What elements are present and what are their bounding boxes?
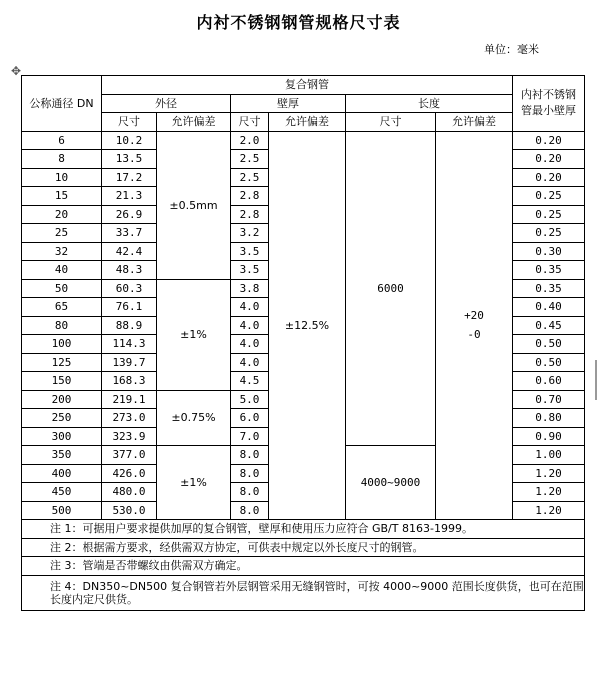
cell-od-size: 76.1 — [102, 298, 157, 317]
cell-wall-tolerance: ±12.5% — [269, 131, 346, 520]
table-row — [22, 131, 585, 150]
cell-dn: 10 — [22, 168, 102, 187]
cell-dn: 80 — [22, 316, 102, 335]
unit-label: 单位：毫米 — [484, 43, 539, 56]
cell-min-wall: 0.20 — [513, 150, 585, 169]
cell-wall-size: 6.0 — [231, 409, 269, 428]
cell-od-tolerance: ±0.75% — [157, 390, 231, 446]
cell-dn: 20 — [22, 205, 102, 224]
header-wall-size: 尺寸 — [231, 113, 269, 132]
note-text: 注 3：管端是否带螺纹由供需双方确定。 — [22, 557, 585, 576]
cell-wall-size: 4.0 — [231, 298, 269, 317]
cell-min-wall: 0.45 — [513, 316, 585, 335]
header-od-size: 尺寸 — [102, 113, 157, 132]
note-row — [22, 575, 585, 610]
cell-length-tolerance — [436, 131, 513, 520]
cell-wall-size: 8.0 — [231, 464, 269, 483]
page-title: 内衬不锈钢钢管规格尺寸表 — [196, 13, 401, 32]
cell-wall-size: 5.0 — [231, 390, 269, 409]
cell-dn: 350 — [22, 446, 102, 465]
cell-min-wall: 0.90 — [513, 427, 585, 446]
cell-wall-size: 2.8 — [231, 205, 269, 224]
cell-wall-size: 2.5 — [231, 150, 269, 169]
cell-wall-size: 2.0 — [231, 131, 269, 150]
header-composite: 复合钢管 — [102, 76, 513, 95]
header-wall: 壁厚 — [231, 94, 346, 113]
cell-min-wall: 0.25 — [513, 187, 585, 206]
cell-wall-size: 3.5 — [231, 261, 269, 280]
cell-wall-size: 4.0 — [231, 353, 269, 372]
cell-wall-size: 3.8 — [231, 279, 269, 298]
cell-min-wall: 0.40 — [513, 298, 585, 317]
cell-od-size: 42.4 — [102, 242, 157, 261]
cell-wall-size: 4.0 — [231, 335, 269, 354]
cell-min-wall: 0.60 — [513, 372, 585, 391]
cell-dn: 40 — [22, 261, 102, 280]
cell-od-size: 13.5 — [102, 150, 157, 169]
cell-od-size: 219.1 — [102, 390, 157, 409]
cell-od-size: 10.2 — [102, 131, 157, 150]
cell-dn: 6 — [22, 131, 102, 150]
cell-od-size: 33.7 — [102, 224, 157, 243]
cell-dn: 250 — [22, 409, 102, 428]
cell-dn: 450 — [22, 483, 102, 502]
note-text: 注 4：DN350~DN500 复合钢管若外层钢管采用无缝钢管时，可按 4000~9000 范围长度供货，也可在范围长度内定尺供货。 — [22, 575, 585, 610]
cell-dn: 125 — [22, 353, 102, 372]
cell-od-size: 60.3 — [102, 279, 157, 298]
cell-od-size: 114.3 — [102, 335, 157, 354]
cell-dn: 200 — [22, 390, 102, 409]
note-row — [22, 557, 585, 576]
length-tolerance-minus: -0 — [467, 328, 481, 342]
cell-min-wall: 0.50 — [513, 353, 585, 372]
cell-od-size: 21.3 — [102, 187, 157, 206]
note-row — [22, 520, 585, 539]
cell-od-tolerance: ±0.5mm — [157, 131, 231, 279]
cell-dn: 15 — [22, 187, 102, 206]
cell-min-wall: 0.25 — [513, 224, 585, 243]
length-tolerance-plus: +20 — [464, 309, 484, 323]
note-row — [22, 538, 585, 557]
cell-dn: 150 — [22, 372, 102, 391]
cell-min-wall: 1.20 — [513, 464, 585, 483]
cell-min-wall: 1.20 — [513, 483, 585, 502]
cell-wall-size: 7.0 — [231, 427, 269, 446]
cell-wall-size: 3.5 — [231, 242, 269, 261]
cell-od-size: 139.7 — [102, 353, 157, 372]
cell-od-size: 17.2 — [102, 168, 157, 187]
note-text: 注 1：可据用户要求提供加厚的复合钢管，壁厚和使用压力应符合 GB/T 8163-1999。 — [22, 520, 585, 539]
cell-dn: 65 — [22, 298, 102, 317]
cell-min-wall: 0.80 — [513, 409, 585, 428]
cell-min-wall: 0.50 — [513, 335, 585, 354]
cell-wall-size: 8.0 — [231, 446, 269, 465]
header-wall-tolerance: 允许偏差 — [269, 113, 346, 132]
cell-dn: 300 — [22, 427, 102, 446]
cell-wall-size: 2.5 — [231, 168, 269, 187]
cell-wall-size: 4.0 — [231, 316, 269, 335]
cell-min-wall: 1.20 — [513, 501, 585, 520]
cell-min-wall: 0.70 — [513, 390, 585, 409]
cell-min-wall: 0.20 — [513, 131, 585, 150]
cell-od-size: 48.3 — [102, 261, 157, 280]
cell-od-size: 480.0 — [102, 483, 157, 502]
cell-od-size: 377.0 — [102, 446, 157, 465]
cell-min-wall: 0.30 — [513, 242, 585, 261]
cell-od-size: 426.0 — [102, 464, 157, 483]
cell-od-tolerance: ±1% — [157, 446, 231, 520]
cell-dn: 8 — [22, 150, 102, 169]
cell-od-size: 26.9 — [102, 205, 157, 224]
cell-od-size: 323.9 — [102, 427, 157, 446]
cell-od-size: 530.0 — [102, 501, 157, 520]
cell-min-wall: 0.35 — [513, 279, 585, 298]
header-dn: 公称通径 DN — [22, 76, 102, 132]
cell-dn: 50 — [22, 279, 102, 298]
cell-wall-size: 8.0 — [231, 483, 269, 502]
cell-min-wall: 0.20 — [513, 168, 585, 187]
cell-min-wall: 1.00 — [513, 446, 585, 465]
cell-dn: 500 — [22, 501, 102, 520]
note-text: 注 2：根据需方要求，经供需双方协定，可供表中规定以外长度尺寸的钢管。 — [22, 538, 585, 557]
cell-od-size: 273.0 — [102, 409, 157, 428]
cell-od-size: 168.3 — [102, 372, 157, 391]
cell-min-wall: 0.25 — [513, 205, 585, 224]
cell-min-wall: 0.35 — [513, 261, 585, 280]
cell-length-size: 6000 — [346, 131, 436, 446]
cell-od-size: 88.9 — [102, 316, 157, 335]
cell-dn: 32 — [22, 242, 102, 261]
header-length-tolerance: 允许偏差 — [436, 113, 513, 132]
cell-dn: 25 — [22, 224, 102, 243]
cell-wall-size: 4.5 — [231, 372, 269, 391]
header-length: 长度 — [346, 94, 513, 113]
header-od: 外径 — [102, 94, 231, 113]
cell-wall-size: 8.0 — [231, 501, 269, 520]
cell-dn: 400 — [22, 464, 102, 483]
cell-length-size: 4000~9000 — [346, 446, 436, 520]
cell-od-tolerance: ±1% — [157, 279, 231, 390]
cell-wall-size: 2.8 — [231, 187, 269, 206]
cell-wall-size: 3.2 — [231, 224, 269, 243]
header-od-tolerance: 允许偏差 — [157, 113, 231, 132]
cell-dn: 100 — [22, 335, 102, 354]
header-min-wall: 内衬不锈钢管最小壁厚 — [513, 76, 585, 132]
table-move-handle-icon[interactable]: ✥ — [10, 64, 22, 78]
header-length-size: 尺寸 — [346, 113, 436, 132]
spec-table — [21, 75, 585, 611]
